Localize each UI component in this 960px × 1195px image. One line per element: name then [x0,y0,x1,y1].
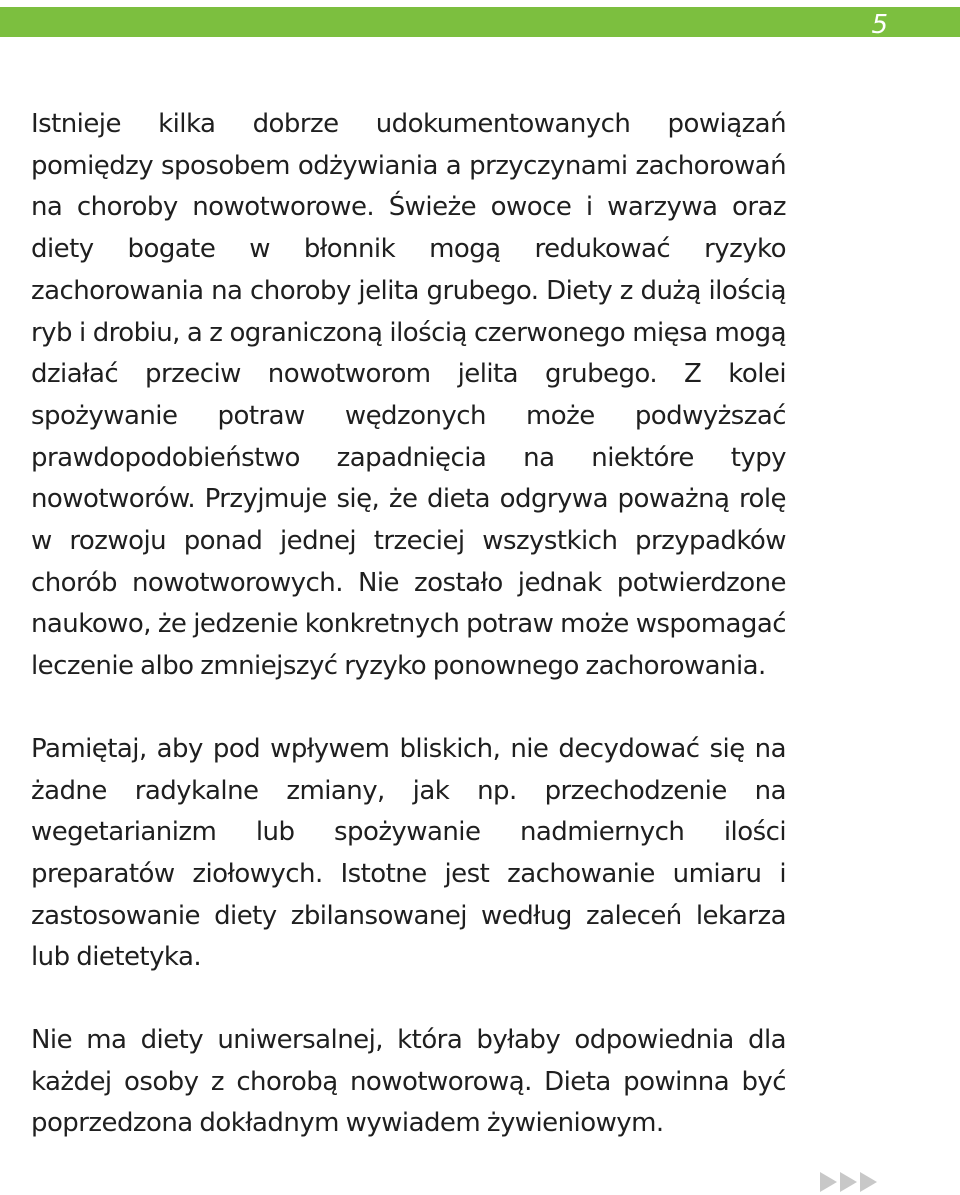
header-bar [0,7,960,40]
page-content [31,104,786,1145]
arrow-right-icon [840,1172,857,1192]
arrow-right-icon [860,1172,877,1192]
continue-arrow-icon [820,1172,877,1192]
arrow-right-icon [820,1172,837,1192]
paragraph-no-universal-diet: Nie ma diety uniwersalnej, która byłaby odpowiednia dla każdej osoby z chorobą nowotworową. Dieta powinna być poprzedzona dokładnym wywiadem żywieniowym. [31,1025,786,1139]
paragraph-diet-cancer-links: Istnieje kilka dobrze udokumentowanych powiązań pomiędzy sposobem odżywiania a przyczynami zachorowań na choroby nowotworowe. Świeże owoce i warzywa oraz diety bogate w błonnik mogą redukować ryzyko zachorowania na choroby jelita grubego. Diety z dużą ilością ryb i drobiu, a z ograniczoną ilością czerwonego mięsa mogą działać przeciw nowotworom jelita grubego. Z kolei spożywanie potraw wędzonych może podwyższać prawdopodobieństwo zapadnięcia na niektóre typy nowotworów. Przyjmuje się, że dieta odgrywa poważną rolę w rozwoju ponad jednej trzeciej wszystkich przypadków chorób nowotworowych. Nie zostało jednak potwierdzone naukowo, że jedzenie konkretnych potraw może wspomagać leczenie albo zmniejszyć ryzyko ponownego zachorowania. [31,109,786,682]
paragraph-moderation-advice: Pamiętaj, aby pod wpływem bliskich, nie decydować się na żadne radykalne zmiany, jak np. przechodzenie na wegetarianizm lub spożywanie nadmiernych ilości preparatów ziołowych. Istotne jest zachowanie umiaru i zastosowanie diety zbilansowanej według zaleceń lekarza lub dietetyka. [31,733,786,973]
page-number: 5 [871,10,888,40]
